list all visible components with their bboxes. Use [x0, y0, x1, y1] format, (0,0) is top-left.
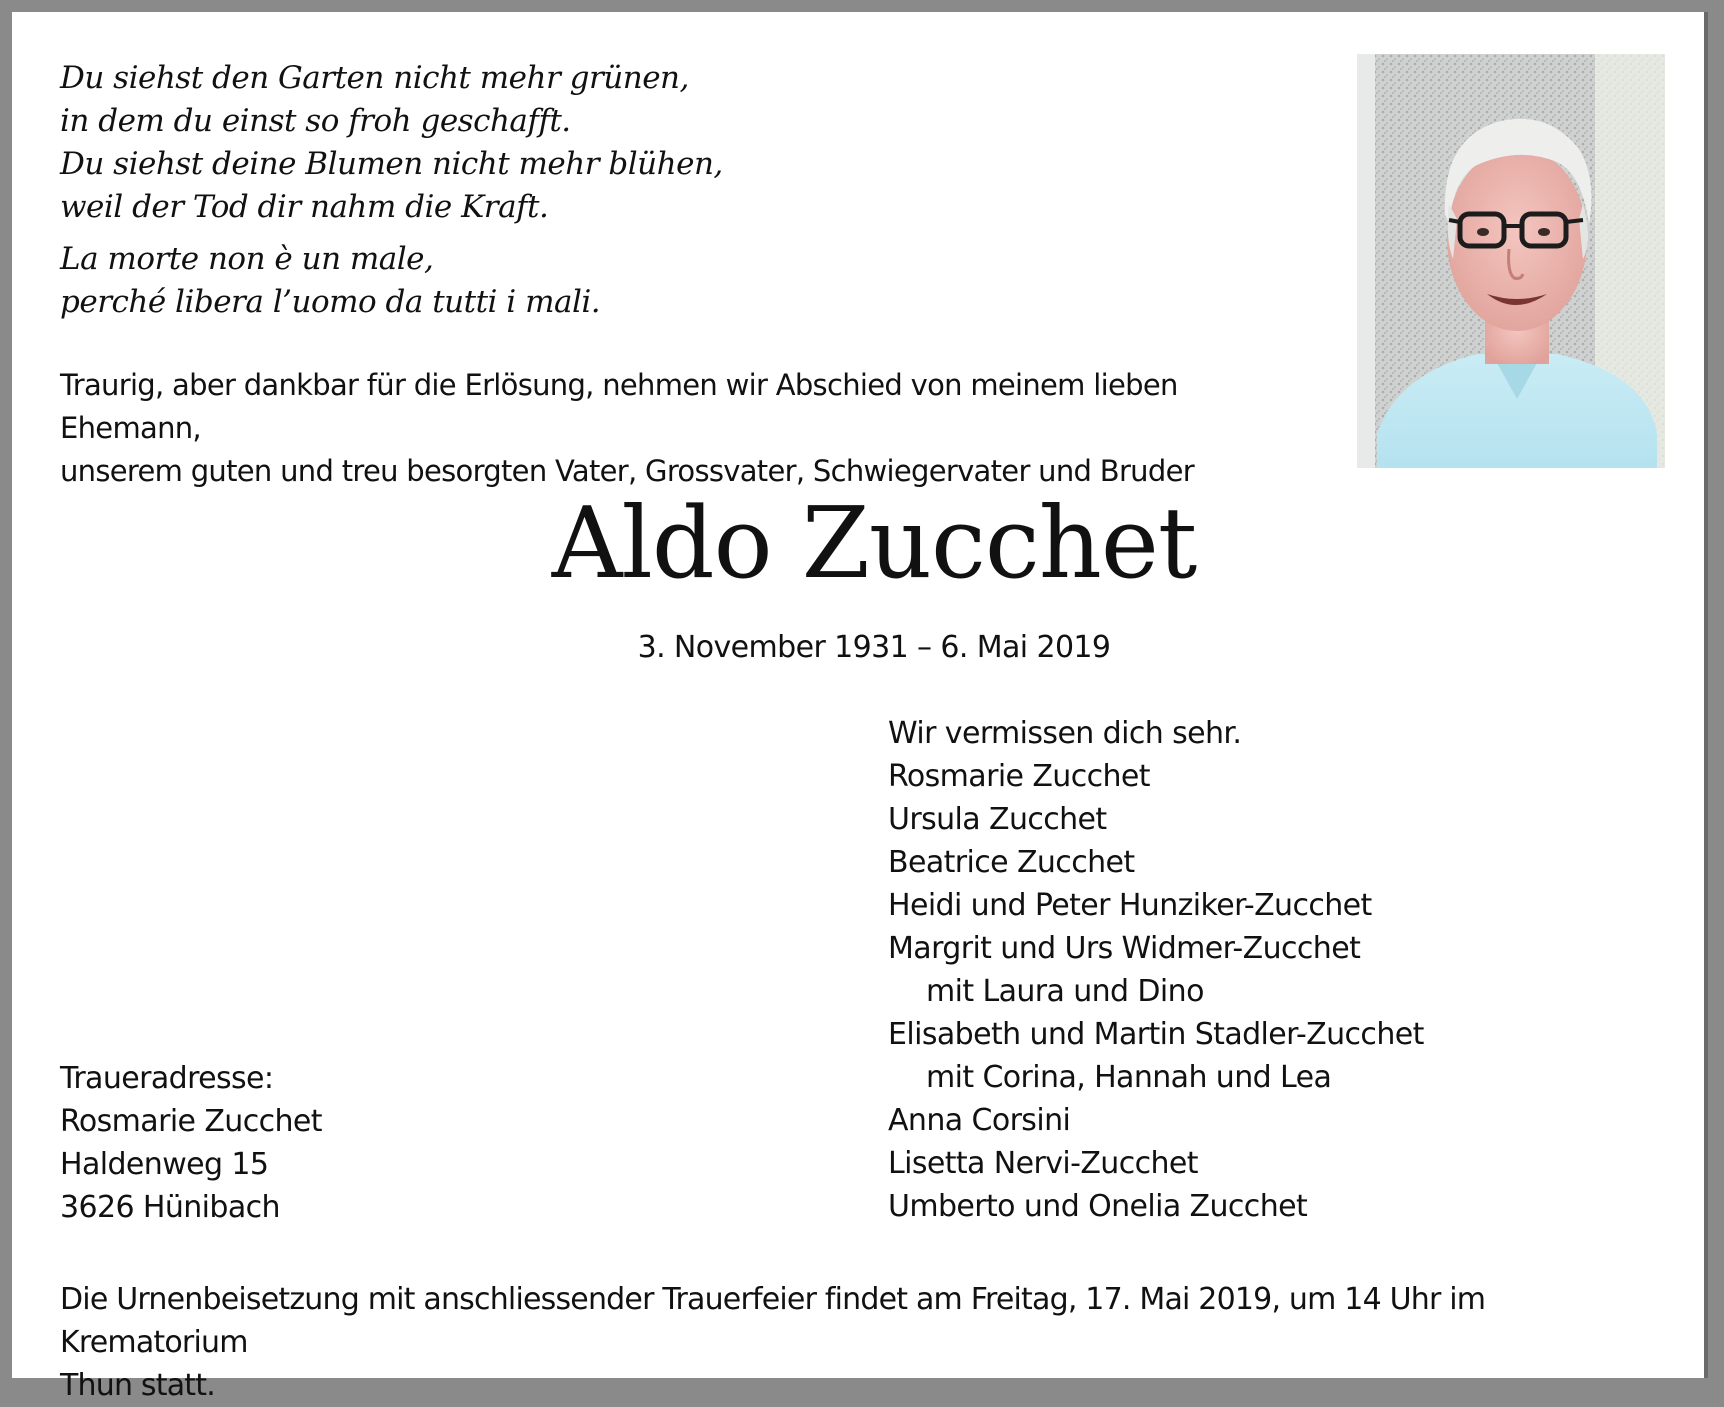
- poem-stanza-german: [60, 57, 1260, 229]
- address-line: Haldenweg 15: [60, 1147, 269, 1182]
- family-line: Lisetta Nervi-Zucchet: [888, 1146, 1198, 1181]
- family-line: Beatrice Zucchet: [888, 845, 1135, 880]
- address-line: 3626 Hünibach: [60, 1190, 280, 1225]
- poem: [60, 57, 1260, 324]
- deceased-name: Aldo Zucchet: [551, 487, 1197, 601]
- intro-text: [60, 364, 1320, 493]
- family-line: Ursula Zucchet: [888, 802, 1107, 837]
- poem-line: Du siehst deine Blumen nicht mehr blühen,: [60, 146, 723, 182]
- poem-stanza-italian: [60, 238, 1260, 324]
- poem-line: weil der Tod dir nahm die Kraft.: [60, 189, 549, 225]
- funeral-line: Thun statt.: [60, 1368, 215, 1403]
- mourning-address: [60, 1057, 660, 1229]
- family-line: Rosmarie Zucchet: [888, 759, 1150, 794]
- family-line: mit Corina, Hannah und Lea: [926, 1060, 1332, 1095]
- funeral-notice: [60, 1278, 1680, 1407]
- obituary-page: [12, 12, 1708, 1403]
- funeral-line: Die Urnenbeisetzung mit anschliessender Trauerfeier findet am Freitag, 17. Mai 2019, um 14 Uhr im Krematorium: [60, 1282, 1486, 1360]
- intro-line: Traurig, aber dankbar für die Erlösung, nehmen wir Abschied von meinem lieben Ehemann,: [60, 368, 1178, 445]
- family-line: Umberto und Onelia Zucchet: [888, 1189, 1308, 1224]
- poem-line: Du siehst den Garten nicht mehr grünen,: [60, 60, 689, 96]
- family-line: Wir vermissen dich sehr.: [888, 716, 1242, 751]
- family-list: [888, 712, 1708, 1228]
- family-line: Elisabeth und Martin Stadler-Zucchet: [888, 1017, 1424, 1052]
- family-line: mit Laura und Dino: [926, 974, 1204, 1009]
- address-line: Rosmarie Zucchet: [60, 1104, 322, 1139]
- family-line: Margrit und Urs Widmer-Zucchet: [888, 931, 1361, 966]
- poem-line: perché libera l’uomo da tutti i mali.: [60, 284, 601, 320]
- life-dates: 3. November 1931 – 6. Mai 2019: [637, 630, 1111, 665]
- family-line: Anna Corsini: [888, 1103, 1071, 1138]
- family-line: Heidi und Peter Hunziker-Zucchet: [888, 888, 1372, 923]
- intro-line: unserem guten und treu besorgten Vater, Grossvater, Schwiegervater und Bruder: [60, 454, 1194, 488]
- address-line: Traueradresse:: [60, 1061, 274, 1096]
- poem-line: La morte non è un male,: [60, 241, 434, 277]
- portrait-photo: [1357, 54, 1665, 468]
- poem-line: in dem du einst so froh geschafft.: [60, 103, 571, 139]
